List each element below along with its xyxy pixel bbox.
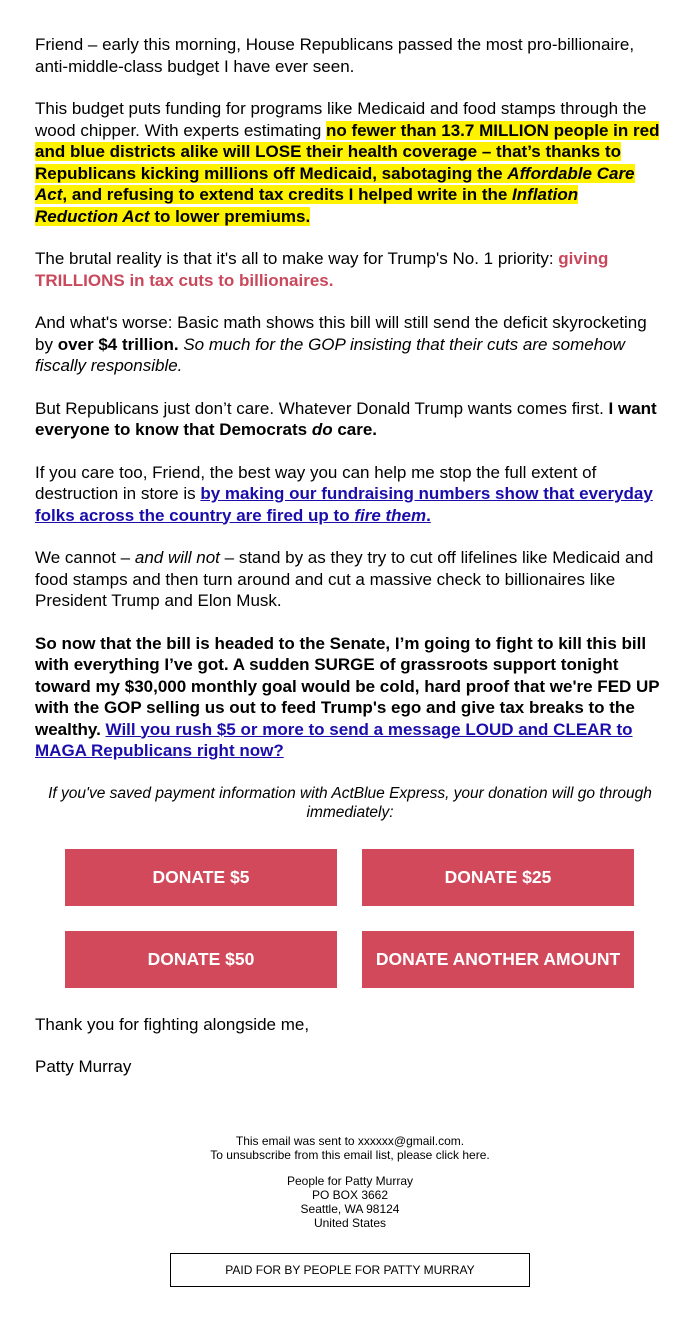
recipient-email: xxxxxx@gmail.com	[357, 1134, 461, 1148]
paragraph-budget: This budget puts funding for programs like Medicaid and food stamps through the wood chipper. With experts estimating no fewer than 13.7 MILLION people in red and blue districts alike will LOSE their health coverage – that’s thanks to Republicans kicking millions off Medicaid, sabotaging the Affordable Care Act, and refusing to extend tax credits I helped write in the Inflation Reduction Act to lower premiums.	[35, 99, 660, 226]
paragraph-intro: Friend – early this morning, House Republicans passed the most pro-billionaire, anti-middle-class budget I have ever seen.	[35, 35, 635, 76]
footer-po-box: PO BOX 3662	[311, 1188, 389, 1202]
red-emphasis-text: giving TRILLIONS in tax cuts to billionaires.	[35, 249, 609, 290]
email-body	[35, 34, 665, 783]
paid-for-disclaimer: PAID FOR BY PEOPLE FOR PATTY MURRAY	[170, 1253, 530, 1287]
donate-other-amount-button[interactable]: DONATE ANOTHER AMOUNT	[362, 931, 634, 988]
footer-unsubscribe: To unsubscribe from this email list, please click here.	[210, 1148, 490, 1162]
paragraph-deficit: And what's worse: Basic math shows this bill will still send the deficit skyrocketing by over $4 trillion. So much for the GOP insisting that their cuts are somehow fiscally responsible.	[35, 313, 647, 375]
footer-sent-to: This email was sent to xxxxxx@gmail.com.	[235, 1134, 465, 1148]
actblue-express-note: If you've saved payment information with ActBlue Express, your donation will go through immediately:	[48, 785, 652, 821]
unsubscribe-link[interactable]: here	[462, 1148, 487, 1162]
footer-city: Seattle, WA 98124	[300, 1202, 400, 1216]
signature: Patty Murray	[35, 1057, 132, 1076]
fundraising-link[interactable]: by making our fundraising numbers show that everyday folks across the country are fired up to fire them.	[35, 484, 653, 525]
donate-5-button[interactable]: DONATE $5	[65, 849, 337, 906]
paragraph-senate: So now that the bill is headed to the Senate, I’m going to fight to kill this bill with everything I’ve got. A sudden SURGE of grassroots support tonight toward my $30,000 monthly goal would be cold, hard proof that we're FED UP with the GOP selling us out to feed Trump's ego and give tax breaks to the wealthy. Will you rush $5 or more to send a message LOUD and CLEAR to MAGA Republicans right now?	[35, 633, 660, 760]
footer-country: United States	[313, 1216, 387, 1230]
paragraph-priority: The brutal reality is that it's all to make way for Trump's No. 1 priority: giving TRILLIONS in tax cuts to billionaires.	[35, 249, 609, 290]
rush-donation-link[interactable]: Will you rush $5 or more to send a message LOUD and CLEAR to MAGA Republicans right now?	[35, 719, 633, 760]
paragraph-lifelines: We cannot – and will not – stand by as they try to cut off lifelines like Medicaid and food stamps and then turn around and cut a massive check to billionaires like President Trump and Elon Musk.	[35, 548, 654, 610]
paragraph-care: But Republicans just don’t care. Whatever Donald Trump wants comes first. I want everyone to know that Democrats do care.	[35, 398, 657, 439]
donate-50-button[interactable]: DONATE $50	[65, 931, 337, 988]
closing-thanks: Thank you for fighting alongside me,	[35, 1015, 310, 1034]
highlighted-text: no fewer than 13.7 MILLION people in red and blue districts alike will LOSE their health coverage – that’s thanks to Republicans kicking millions off Medicaid, sabotaging the Affordable Care Act, and refusing to extend tax credits I helped write in the Inflation Reduction Act to lower premiums.	[35, 120, 660, 226]
footer-org-name: People for Patty Murray	[286, 1174, 414, 1188]
paragraph-help: If you care too, Friend, the best way you can help me stop the full extent of destruction in store is by making our fundraising numbers show that everyday folks across the country are fired up to fire them.	[35, 462, 653, 525]
donate-25-button[interactable]: DONATE $25	[362, 849, 634, 906]
